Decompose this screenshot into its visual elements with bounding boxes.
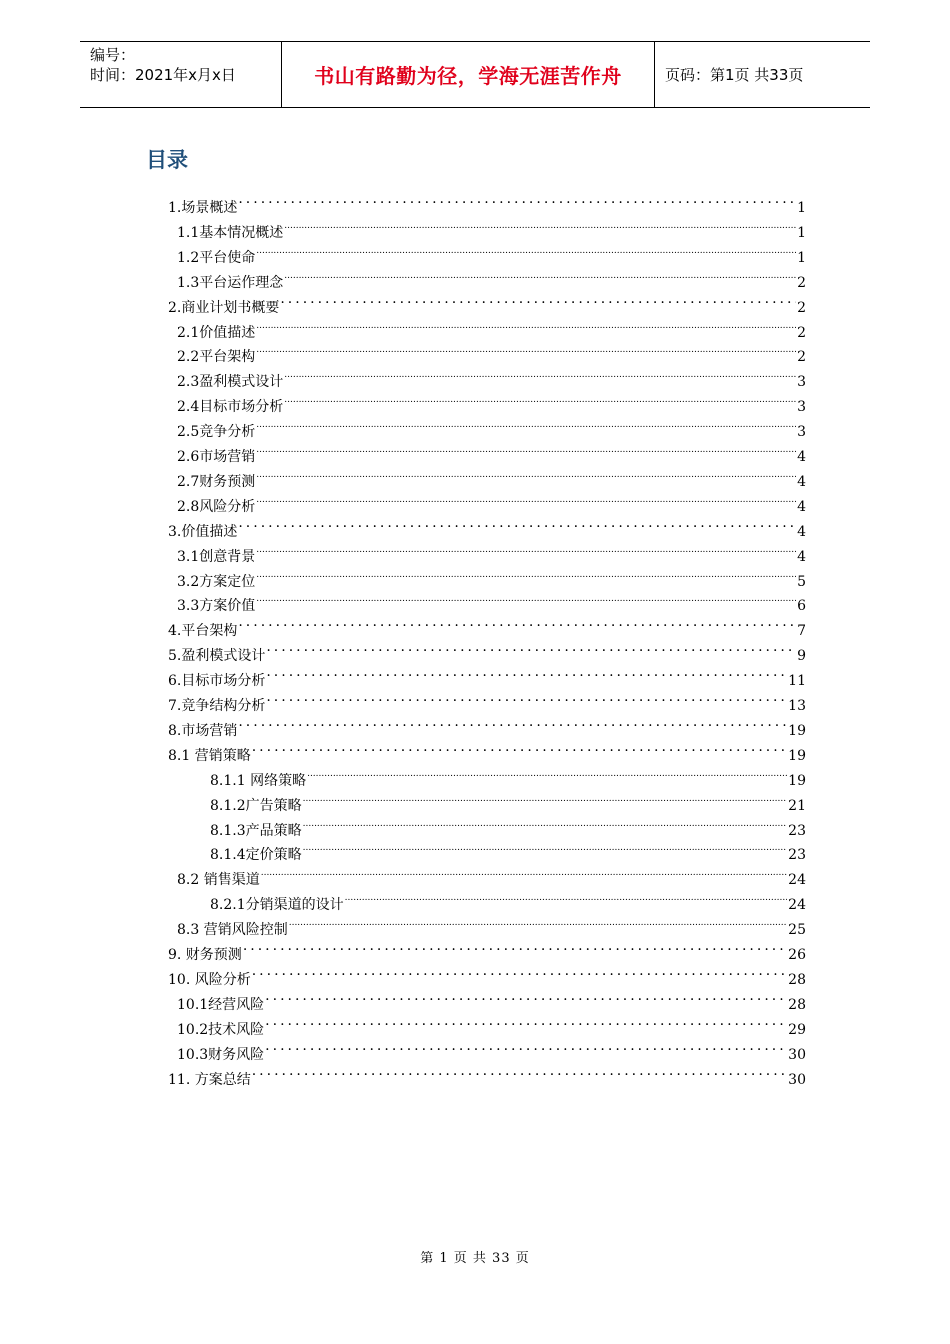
- toc-entry-page-number: 2: [797, 274, 806, 291]
- toc-entry-label: 8.1.2广告策略: [210, 797, 302, 814]
- toc-entry[interactable]: [177, 536, 806, 565]
- toc-entry-label: 3.1创意背景: [177, 548, 256, 565]
- toc-entry-label: 8.1.1 网络策略: [210, 772, 307, 789]
- toc-dot-leader: [243, 934, 787, 959]
- toc-dot-leader: [266, 685, 787, 710]
- header-page-info: 页码：第1页 共33页: [665, 66, 804, 84]
- toc-entry-page-number: 1: [797, 200, 806, 216]
- toc-dot-leader: [252, 1059, 787, 1084]
- toc-entry-label: 10. 风险分析: [168, 971, 251, 988]
- toc-dot-leader: [266, 635, 796, 660]
- toc-dot-leader: [238, 511, 796, 536]
- toc-entry-page-number: 6: [797, 598, 806, 615]
- toc-entry-page-number: 28: [788, 971, 806, 988]
- toc-entry-page-number: 23: [788, 847, 806, 864]
- toc-entry[interactable]: [177, 262, 806, 291]
- toc-dot-leader: [261, 859, 787, 884]
- toc-entry-label: 10.3财务风险: [177, 1046, 265, 1063]
- toc-dot-leader: [238, 187, 796, 212]
- toc-entry-label: 10.1经营风险: [177, 996, 265, 1013]
- toc-entry-label: 8.市场营销: [168, 722, 238, 739]
- toc-entry[interactable]: [168, 934, 806, 963]
- toc-entry-page-number: 3: [797, 424, 806, 441]
- toc-entry-page-number: 2: [797, 324, 806, 341]
- document-number-label: 编号：: [90, 46, 136, 64]
- toc-entry-label: 1.3平台运作理念: [177, 274, 284, 291]
- toc-dot-leader: [280, 287, 796, 312]
- toc-entry-label: 3.价值描述: [168, 523, 238, 540]
- toc-entry-label: 8.2.1分销渠道的设计: [210, 897, 344, 914]
- toc-entry[interactable]: [177, 859, 806, 889]
- toc-entry[interactable]: [177, 386, 806, 416]
- toc-entry-label: 8.1.4定价策略: [210, 847, 302, 864]
- toc-entry-label: 8.1 营销策略: [168, 747, 251, 764]
- toc-dot-leader: [256, 436, 796, 461]
- toc-entry-page-number: 3: [797, 399, 806, 416]
- toc-entry[interactable]: [177, 561, 806, 590]
- toc-dot-leader: [266, 660, 787, 685]
- toc-dot-leader: [265, 1009, 787, 1034]
- toc-entry-label: 11. 方案总结: [168, 1071, 251, 1088]
- toc-entry-page-number: 9: [797, 648, 806, 665]
- toc-entry-label: 9. 财务预测: [168, 947, 242, 963]
- toc-entry[interactable]: [177, 585, 806, 615]
- toc-entry-page-number: 30: [788, 1071, 806, 1088]
- toc-dot-leader: [345, 884, 788, 909]
- toc-entry-label: 6.目标市场分析: [168, 673, 266, 690]
- toc-dot-leader: [265, 1034, 787, 1059]
- toc-entry-page-number: 1: [797, 224, 806, 241]
- toc-entry[interactable]: [177, 461, 806, 490]
- toc-entry[interactable]: [168, 610, 806, 640]
- toc-entry-label: 8.1.3产品策略: [210, 822, 302, 839]
- toc-entry-label: 1.2平台使命: [177, 249, 256, 266]
- toc-entry[interactable]: [168, 685, 806, 714]
- toc-entry-label: 3.2方案定位: [177, 573, 256, 590]
- toc-entry[interactable]: [177, 237, 806, 266]
- toc-entry[interactable]: [177, 984, 806, 1013]
- toc-dot-leader: [256, 411, 796, 436]
- toc-entry-label: 2.2平台架构: [177, 349, 256, 366]
- toc-dot-leader: [252, 735, 787, 760]
- toc-entry[interactable]: [168, 735, 806, 764]
- toc-entry-label: 2.4目标市场分析: [177, 399, 284, 416]
- header-motto: 书山有路勤为径，学海无涯苦作舟: [282, 42, 655, 107]
- page-header: [80, 41, 870, 108]
- toc-entry-page-number: 2: [797, 299, 806, 316]
- toc-dot-leader: [238, 610, 796, 635]
- toc-entry[interactable]: [177, 361, 806, 391]
- toc-entry[interactable]: [168, 1059, 806, 1088]
- toc-entry-page-number: 4: [797, 498, 806, 515]
- toc-entry[interactable]: [168, 710, 806, 739]
- toc-entry[interactable]: [168, 287, 806, 316]
- toc-dot-leader: [289, 909, 787, 934]
- toc-entry-label: 2.1价值描述: [177, 324, 256, 341]
- toc-entry-page-number: 2: [797, 349, 806, 366]
- toc-entry-page-number: 29: [788, 1021, 806, 1038]
- toc-entry-page-number: 21: [788, 797, 806, 814]
- toc-title: 目录: [146, 148, 188, 172]
- toc-entry-page-number: 4: [797, 449, 806, 465]
- toc-entry[interactable]: [177, 436, 806, 465]
- toc-entry[interactable]: [177, 312, 806, 341]
- toc-entry-page-number: 25: [788, 922, 806, 939]
- toc-entry-page-number: 24: [788, 897, 806, 914]
- toc-entry[interactable]: [177, 212, 806, 241]
- toc-entry-label: 2.商业计划书概要: [168, 299, 280, 316]
- toc-dot-leader: [284, 386, 796, 411]
- toc-dot-leader: [252, 959, 787, 984]
- toc-entry-page-number: 11: [788, 673, 806, 690]
- toc-dot-leader: [303, 810, 788, 835]
- toc-entry-label: 1.1基本情况概述: [177, 224, 284, 241]
- toc-entry-label: 3.3方案价值: [177, 598, 256, 615]
- toc-entry-page-number: 4: [797, 523, 806, 540]
- toc-entry-label: 8.2 销售渠道: [177, 872, 260, 889]
- page-footer: 第 1 页 共 33 页: [420, 1251, 530, 1266]
- toc-entry-label: 4.平台架构: [168, 623, 238, 640]
- toc-entry[interactable]: [210, 834, 806, 864]
- header-meta: [80, 42, 282, 107]
- toc-entry[interactable]: [210, 785, 806, 814]
- toc-dot-leader: [256, 486, 796, 511]
- toc-entry[interactable]: [177, 486, 806, 515]
- toc-entry[interactable]: [168, 511, 806, 540]
- toc-entry-page-number: 7: [797, 623, 806, 640]
- toc-dot-leader: [307, 760, 787, 785]
- toc-entry[interactable]: [210, 760, 806, 789]
- toc-dot-leader: [256, 461, 796, 486]
- toc-dot-leader: [284, 262, 796, 287]
- toc-entry-page-number: 19: [788, 772, 806, 789]
- toc-dot-leader: [256, 561, 796, 586]
- toc-entry-label: 2.8风险分析: [177, 498, 256, 515]
- toc-entry-label: 1.场景概述: [168, 200, 238, 216]
- toc-entry-label: 8.3 营销风险控制: [177, 922, 288, 939]
- toc-entry-page-number: 5: [797, 573, 806, 590]
- toc-entry-label: 2.5竞争分析: [177, 424, 256, 441]
- toc-dot-leader: [256, 585, 796, 610]
- toc-entry-page-number: 4: [797, 473, 806, 490]
- toc-entry-page-number: 19: [788, 722, 806, 739]
- toc-entry[interactable]: [210, 884, 806, 914]
- toc-entry[interactable]: [168, 187, 806, 216]
- toc-dot-leader: [284, 212, 796, 237]
- toc-entry-page-number: 4: [797, 548, 806, 565]
- toc-entry-page-number: 1: [797, 249, 806, 266]
- toc-dot-leader: [256, 237, 796, 262]
- toc-entry-page-number: 3: [797, 374, 806, 391]
- toc-entry-page-number: 24: [788, 872, 806, 889]
- toc-entry-label: 2.3盈利模式设计: [177, 374, 284, 391]
- toc-entry-page-number: 13: [788, 698, 806, 714]
- toc-dot-leader: [303, 785, 788, 810]
- toc-entry[interactable]: [168, 635, 806, 665]
- toc-dot-leader: [265, 984, 787, 1009]
- toc-entry-page-number: 23: [788, 822, 806, 839]
- toc-entry[interactable]: [177, 336, 806, 366]
- toc-entry[interactable]: [168, 660, 806, 690]
- document-time-label: 时间：2021年x月x日: [90, 66, 236, 84]
- toc-dot-leader: [303, 834, 788, 859]
- toc-entry[interactable]: [177, 411, 806, 441]
- toc-entry-label: 2.6市场营销: [177, 449, 256, 465]
- toc-entry-page-number: 30: [788, 1046, 806, 1063]
- toc-entry[interactable]: [177, 1009, 806, 1038]
- toc-dot-leader: [256, 536, 796, 561]
- toc-entry-label: 10.2技术风险: [177, 1021, 265, 1038]
- toc-dot-leader: [256, 312, 796, 337]
- toc-dot-leader: [284, 361, 796, 386]
- toc-dot-leader: [238, 710, 787, 735]
- toc-entry-label: 5.盈利模式设计: [168, 648, 266, 665]
- toc-entry[interactable]: [168, 959, 806, 988]
- toc-entry-label: 2.7财务预测: [177, 473, 256, 490]
- toc-entry-page-number: 19: [788, 747, 806, 764]
- toc-entry-page-number: 28: [788, 996, 806, 1013]
- toc-entry[interactable]: [177, 909, 806, 939]
- toc-entry-label: 7.竞争结构分析: [168, 698, 266, 714]
- toc-entry[interactable]: [210, 810, 806, 839]
- toc-entry-page-number: 26: [788, 947, 806, 963]
- toc-dot-leader: [256, 336, 796, 361]
- toc-entry[interactable]: [177, 1034, 806, 1063]
